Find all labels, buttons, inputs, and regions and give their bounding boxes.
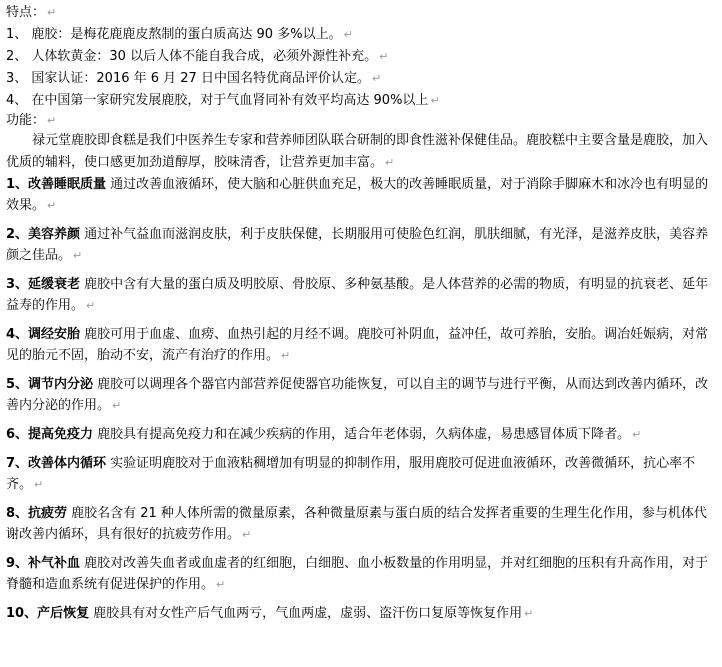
feature-item (6, 90, 714, 112)
function-item (6, 224, 714, 266)
function-item-number: 9、 (6, 556, 29, 571)
function-item-number: 1、 (6, 177, 29, 192)
paragraph-mark: ↵ (343, 28, 353, 41)
function-item-text: 鹿胶具有提高免疫力和在减少疾病的作用，适合年老体弱，久病体虚，易患感冒体质下降者。 (97, 427, 631, 442)
function-item-title: 美容养颜 (28, 227, 81, 242)
feature-item-text: 4、 在中国第一家研究发展鹿胶，对于气血肾同补有效平均高达 90%以上 (6, 93, 429, 108)
function-item-title: 产后恢复 (37, 606, 90, 621)
function-item-title: 抗疲劳 (28, 506, 68, 521)
functions-intro (6, 130, 714, 174)
functions-heading-text: 功能： (6, 113, 46, 128)
function-item-title: 调节内分泌 (28, 377, 94, 392)
function-item-number: 4、 (6, 327, 29, 342)
feature-item-text: 1、 鹿胶：是梅花鹿鹿皮熬制的蛋白质高达 90 多%以上。 (6, 27, 342, 42)
function-item-title: 改善睡眠质量 (28, 177, 107, 192)
function-item-text: 通过补气益血而滋润皮肤，利于皮肤保健，长期服用可使脸色红润，肌肤细腻，有光泽，是滋养皮肤，美容养颜之佳品。 (6, 227, 709, 263)
paragraph-mark: ↵ (34, 478, 44, 491)
function-item-title: 改善体内循环 (28, 456, 107, 471)
function-item-text: 鹿胶可用于血虚、血痨、血热引起的月经不调。鹿胶可补阴血，益冲任，故可养胎，安胎。调冶妊娠病，对常见的胎元不固，胎动不安，流产有治疗的作用。 (6, 327, 709, 363)
paragraph-mark: ↵ (242, 528, 252, 541)
function-item-text: 鹿胶具有对女性产后气血两亏，气血两虚，虚弱、盗汗伤口复原等恢复作用 (93, 606, 523, 621)
function-item (6, 603, 714, 624)
paragraph-mark: ↵ (281, 349, 291, 362)
paragraph-mark: ↵ (47, 114, 57, 127)
feature-item-text: 2、 人体软黄金：30 以后人体不能自我合成，必须外源性补充。 (6, 49, 378, 64)
paragraph-mark: ↵ (385, 156, 395, 169)
paragraph-mark: ↵ (379, 50, 389, 63)
paragraph-mark: ↵ (112, 399, 122, 412)
function-item-number: 5、 (6, 377, 29, 392)
function-item-text: 鹿胶中含有大量的蛋白质及明胶原、骨胶原、多种氨基酸。是人体营养的必需的物质，有明显的抗衰老、延年益寿的作用。 (6, 277, 709, 313)
feature-item-text: 3、 国家认证：2016 年 6 月 27 日中国名特优商品评价认定。 (6, 71, 370, 86)
function-item (6, 174, 714, 216)
functions-heading (6, 112, 714, 130)
paragraph-mark: ↵ (216, 578, 226, 591)
paragraph-mark: ↵ (86, 299, 96, 312)
function-item-number: 6、 (6, 427, 29, 442)
function-item-number: 8、 (6, 506, 29, 521)
paragraph-mark: ↵ (632, 428, 642, 441)
function-item-number: 3、 (6, 277, 29, 292)
function-item-text: 通过改善血液循环，使大脑和心脏供血充足，极大的改善睡眠质量，对于消除手脚麻木和冰冷也有明显的效果。 (6, 177, 709, 213)
function-item-title: 调经安胎 (28, 327, 81, 342)
functions-intro-text: 禄元堂鹿胶即食糕是我们中医养生专家和营养师团队联合研制的即食性滋补保健佳品。鹿胶糕中主要含量是鹿胶，加入优质的辅料，使口感更加劲道醇厚，胶味清香，让营养更加丰富。 (6, 133, 709, 170)
function-item (6, 374, 714, 416)
paragraph-mark: ↵ (430, 94, 440, 107)
function-item-number: 7、 (6, 456, 29, 471)
paragraph-mark: ↵ (73, 249, 83, 262)
features-heading (6, 2, 714, 24)
function-item-text: 实验证明鹿胶对于血液粘稠增加有明显的抑制作用，服用鹿胶可促进血液循环，改善微循环，抗心率不齐。 (6, 456, 696, 492)
function-item-title: 提高免疫力 (28, 427, 94, 442)
feature-item (6, 46, 714, 68)
document-body (6, 2, 714, 632)
function-item-title: 补气补血 (28, 556, 81, 571)
paragraph-mark: ↵ (47, 199, 57, 212)
function-item (6, 424, 714, 445)
function-item-number: 10、 (6, 606, 38, 621)
feature-item (6, 68, 714, 90)
feature-item (6, 24, 714, 46)
function-item (6, 553, 714, 595)
function-item (6, 324, 714, 366)
features-heading-text: 特点： (6, 5, 46, 20)
function-item-text: 鹿胶可以调理各个器官内部营养促使器官功能恢复，可以自主的调节与进行平衡，从而达到改善内循环，改善内分泌的作用。 (6, 377, 709, 413)
paragraph-mark: ↵ (371, 72, 382, 85)
function-item-text: 鹿胶名含有 21 种人体所需的微量原素，各种微量原素与蛋白质的结合发挥者重要的生理生化作用，参与机体代谢改善内循环，具有很好的抗疲劳作用。 (6, 506, 707, 542)
function-item-number: 2、 (6, 227, 29, 242)
function-item (6, 274, 714, 316)
function-item (6, 503, 714, 545)
function-item (6, 453, 714, 495)
paragraph-mark: ↵ (47, 6, 57, 19)
paragraph-mark: ↵ (524, 607, 534, 620)
function-item-title: 延缓衰老 (28, 277, 81, 292)
function-item-text: 鹿胶对改善失血者或血虚者的红细胞，白细胞、血小板数量的作用明显，并对红细胞的压积有升高作用，对于脊髓和造血系统有促进保护的作用。 (6, 556, 709, 592)
